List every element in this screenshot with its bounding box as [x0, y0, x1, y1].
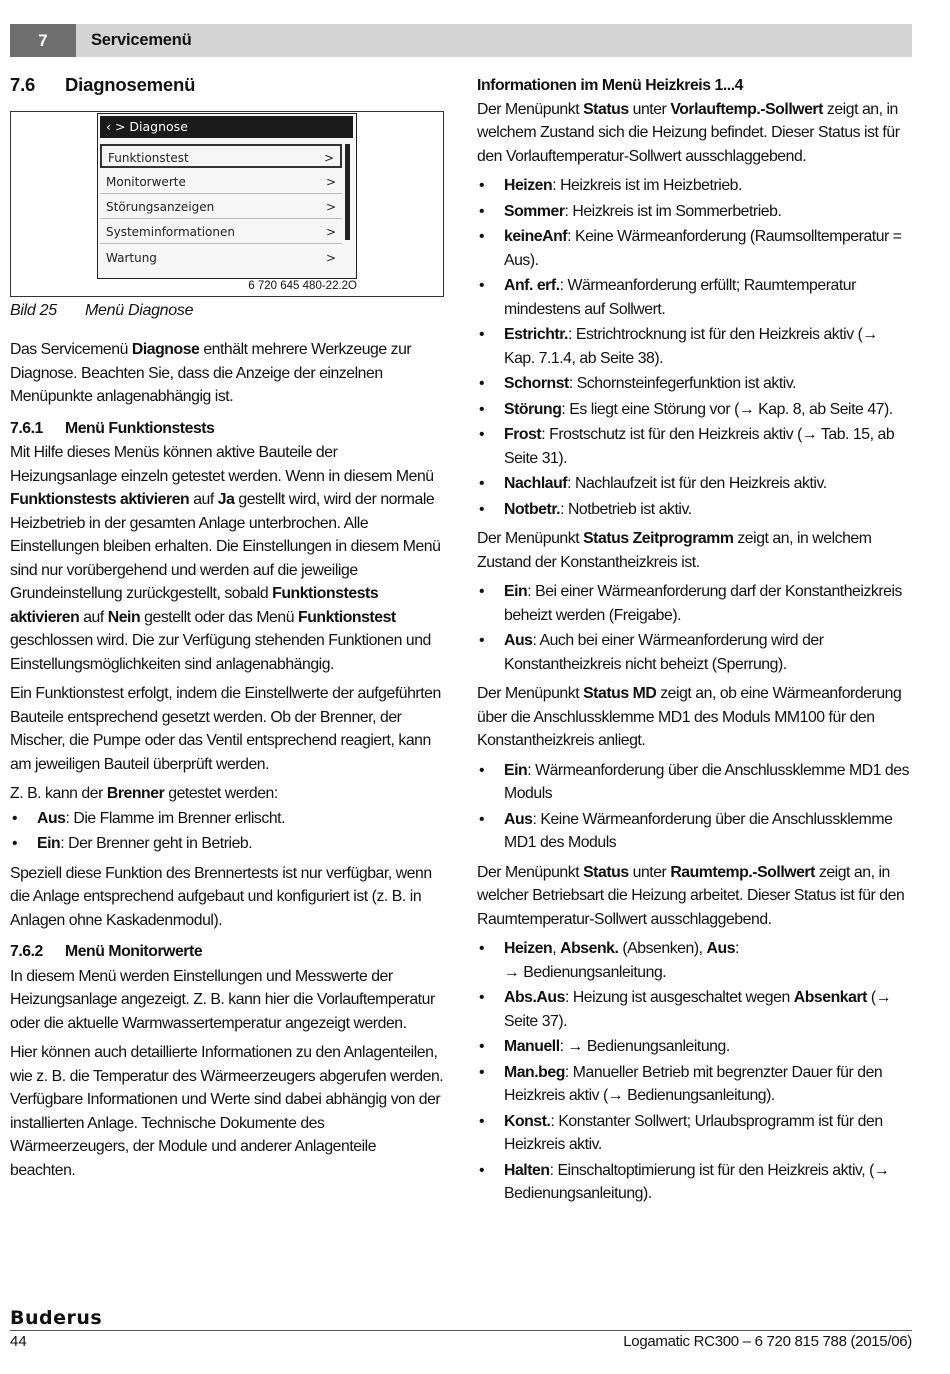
chevron-right-icon: > — [325, 251, 336, 265]
list-item: • Aus: Keine Wärmeanforderung über die Anschlussklemme MD1 des Moduls — [477, 808, 911, 855]
list-item: • Aus: Die Flamme im Brenner erlischt. — [10, 807, 444, 831]
section-heading — [10, 74, 195, 96]
raumtemp-status-paragraph: Der Menüpunkt Status unter Raumtemp.-Sollwert zeigt an, in welcher Betriebsart die Heizung arbeitet. Dieser Status ist für den Raumtemperatur-Sollwert ausschlaggebend. — [477, 863, 905, 928]
screen-title: ‹ > Diagnose — [100, 116, 353, 138]
monitorwerte-paragraph-1: In diesem Menü werden Einstellungen und Messwerte der Heizungsanlage angezeigt. Z. B. kann hier die Vorlauftemperatur oder die aktuelle Warmwassertemperatur angezeigt werden. — [10, 967, 435, 1032]
funktionstests-paragraph-1: Mit Hilfe dieses Menüs können aktive Bauteile der Heizungsanlage einzeln getestet werden. Wenn in diesem Menü Funktionstests aktivieren auf Ja gestellt wird, wird der normale Heizbetrieb in der gesamten Anlage unterbrochen. Alle Einstellungen bleiben erhalten. Die Einstellungen in diesem Menü sind nur vorübergehend und werden auf die jeweilige Grundeinstellung zurückgestellt, sobald Funktionstests aktivieren auf Nein gestellt oder das Menü Funktionstest geschlossen wird. Die zur Verfügung stehenden Funktionen und Einstellungsmöglichkeiten sind anlagenabhängig. — [10, 444, 441, 673]
chevron-right-icon: > — [325, 225, 336, 239]
diagnose-menu-figure — [10, 111, 444, 297]
subsection-heading-761: 7.6.1 Menü Funktionstests — [10, 419, 215, 437]
list-item: • Man.beg: Manueller Betrieb mit begrenzter Dauer für den Heizkreis aktiv (→ Bedienungsanleitung). — [477, 1061, 911, 1108]
monitorwerte-paragraph-2: Hier können auch detaillierte Informationen zu den Anlagenteilen, wie z. B. die Temperatur des Wärmeerzeugers abgerufen werden. Verfügbare Informationen und Werte sind dabei abhängig von der installierten Anlage. Technische Dokumente des Wärmeerzeugers, der Module und anderer Anlagenteile beachten. — [10, 1044, 444, 1179]
list-item: • Estrichtr.: Estrichtrocknung ist für den Heizkreis aktiv (→ Kap. 7.1.4, ab Seite 38). — [477, 323, 911, 370]
vorlauf-status-paragraph: Der Menüpunkt Status unter Vorlauftemp.-Sollwert zeigt an, in welchem Zustand sich die Heizung befindet. Dieser Status ist für den Vorlauftemperatur-Sollwert ausschlaggebend. — [477, 100, 900, 165]
heizkreis-heading: Informationen im Menü Heizkreis 1...4 — [477, 77, 744, 94]
chevron-right-icon: > — [325, 200, 336, 214]
list-item: • Anf. erf.: Wärmeanforderung erfüllt; Raumtemperatur mindestens auf Sollwert. — [477, 274, 911, 321]
brenner-list — [10, 807, 444, 856]
list-item: • Abs.Aus: Heizung ist ausgeschaltet wegen Absenkart (→ Seite 37). — [477, 986, 911, 1033]
list-item: • Halten: Einschaltoptimierung ist für den Heizkreis aktiv, (→ Bedienungsanleitung). — [477, 1159, 911, 1206]
caption-number: Bild 25 — [10, 302, 57, 319]
list-item: • Ein: Der Brenner geht in Betrieb. — [10, 832, 444, 856]
zeitprogramm-list — [477, 580, 911, 676]
list-item: • Frost: Frostschutz ist für den Heizkreis aktiv (→ Tab. 15, ab Seite 31). — [477, 423, 911, 470]
list-item: • Störung: Es liegt eine Störung vor (→ Kap. 8, ab Seite 47). — [477, 398, 911, 422]
menu-item-stoerungsanzeigen: Störungsanzeigen > — [100, 195, 342, 219]
intro-paragraph: Das Servicemenü Diagnose enthält mehrere Werkzeuge zur Diagnose. Beachten Sie, dass die Anzeige der einzelnen Menüpunkte anlagenabhängig ist. — [10, 341, 412, 405]
vorlauf-status-list — [477, 174, 911, 521]
chevron-right-icon: > — [325, 175, 336, 189]
list-item: • Schornst: Schornsteinfegerfunktion ist aktiv. — [477, 372, 911, 396]
list-item: • Ein: Bei einer Wärmeanforderung darf der Konstantheizkreis beheizt werden (Freigabe). — [477, 580, 911, 627]
footer-divider — [10, 1330, 912, 1331]
caption-text: Menü Diagnose — [85, 302, 194, 319]
figure-code: 6 720 645 480-22.2O — [248, 280, 357, 292]
list-item: • Ein: Wärmeanforderung über die Anschlussklemme MD1 des Moduls — [477, 759, 911, 806]
list-item: • Konst.: Konstanter Sollwert; Urlaubsprogramm ist für den Heizkreis aktiv. — [477, 1110, 911, 1157]
chevron-right-icon: > — [323, 151, 334, 165]
status-md-list — [477, 759, 911, 855]
chapter-title: Servicemenü — [91, 31, 192, 49]
list-item: • Aus: Auch bei einer Wärmeanforderung wird der Konstantheizkreis nicht beheizt (Sperrung). — [477, 629, 911, 676]
device-screen — [97, 113, 357, 279]
section-number: 7.6 — [10, 74, 36, 95]
menu-item-funktionstest: Funktionstest > — [100, 144, 342, 168]
chapter-header — [10, 24, 912, 57]
list-item: • Nachlauf: Nachlaufzeit ist für den Heizkreis aktiv. — [477, 472, 911, 496]
menu-item-monitorwerte: Monitorwerte > — [100, 170, 342, 194]
document-reference: Logamatic RC300 – 6 720 815 788 (2015/06) — [623, 1333, 912, 1350]
funktionstests-paragraph-2: Ein Funktionstest erfolgt, indem die Einstellwerte der aufgeführten Bauteile entsprechend gesetzt werden. Ob der Brenner, der Mischer, die Pumpe oder das Ventil entsprechend reagiert, kann am jeweiligen Bauteil überprüft werden. — [10, 685, 441, 773]
subsection-heading-762: 7.6.2 Menü Monitorwerte — [10, 943, 203, 960]
list-item: • Heizen, Absenk. (Absenken), Aus: → Bedienungsanleitung. — [477, 937, 911, 984]
menu-item-systeminformationen: Systeminformationen > — [100, 220, 342, 244]
menu-item-wartung: Wartung > — [100, 246, 342, 270]
left-column — [10, 338, 444, 1188]
brand-logo: Buderus — [10, 1307, 103, 1329]
chapter-number: 7 — [10, 24, 76, 57]
funktionstests-paragraph-3: Z. B. kann der Brenner getestet werden: — [10, 785, 278, 802]
list-item: • Heizen: Heizkreis ist im Heizbetrieb. — [477, 174, 911, 198]
status-md-paragraph: Der Menüpunkt Status MD zeigt an, ob eine Wärmeanforderung über die Anschlussklemme MD1 des Moduls MM100 für den Konstantheizkreis anliegt. — [477, 685, 902, 749]
list-item: • Notbetr.: Notbetrieb ist aktiv. — [477, 498, 911, 522]
raumtemp-status-list — [477, 937, 911, 1206]
funktionstests-paragraph-4: Speziell diese Funktion des Brennertests ist nur verfügbar, wenn die Anlage entsprechend aufgebaut und konfiguriert ist (z. B. in Anlagen ohne Kaskadenmodul). — [10, 864, 432, 929]
zeitprogramm-paragraph: Der Menüpunkt Status Zeitprogramm zeigt an, in welchem Zustand der Konstantheizkreis ist. — [477, 530, 872, 571]
list-item: • Manuell: → Bedienungsanleitung. — [477, 1035, 911, 1059]
scrollbar-indicator — [345, 144, 350, 240]
section-title: Diagnosemenü — [65, 74, 196, 95]
page-number: 44 — [10, 1333, 27, 1350]
list-item: • Sommer: Heizkreis ist im Sommerbetrieb. — [477, 200, 911, 224]
figure-caption — [10, 302, 193, 320]
right-column — [477, 74, 911, 1212]
list-item: • keineAnf: Keine Wärmeanforderung (Raumsolltemperatur = Aus). — [477, 225, 911, 272]
